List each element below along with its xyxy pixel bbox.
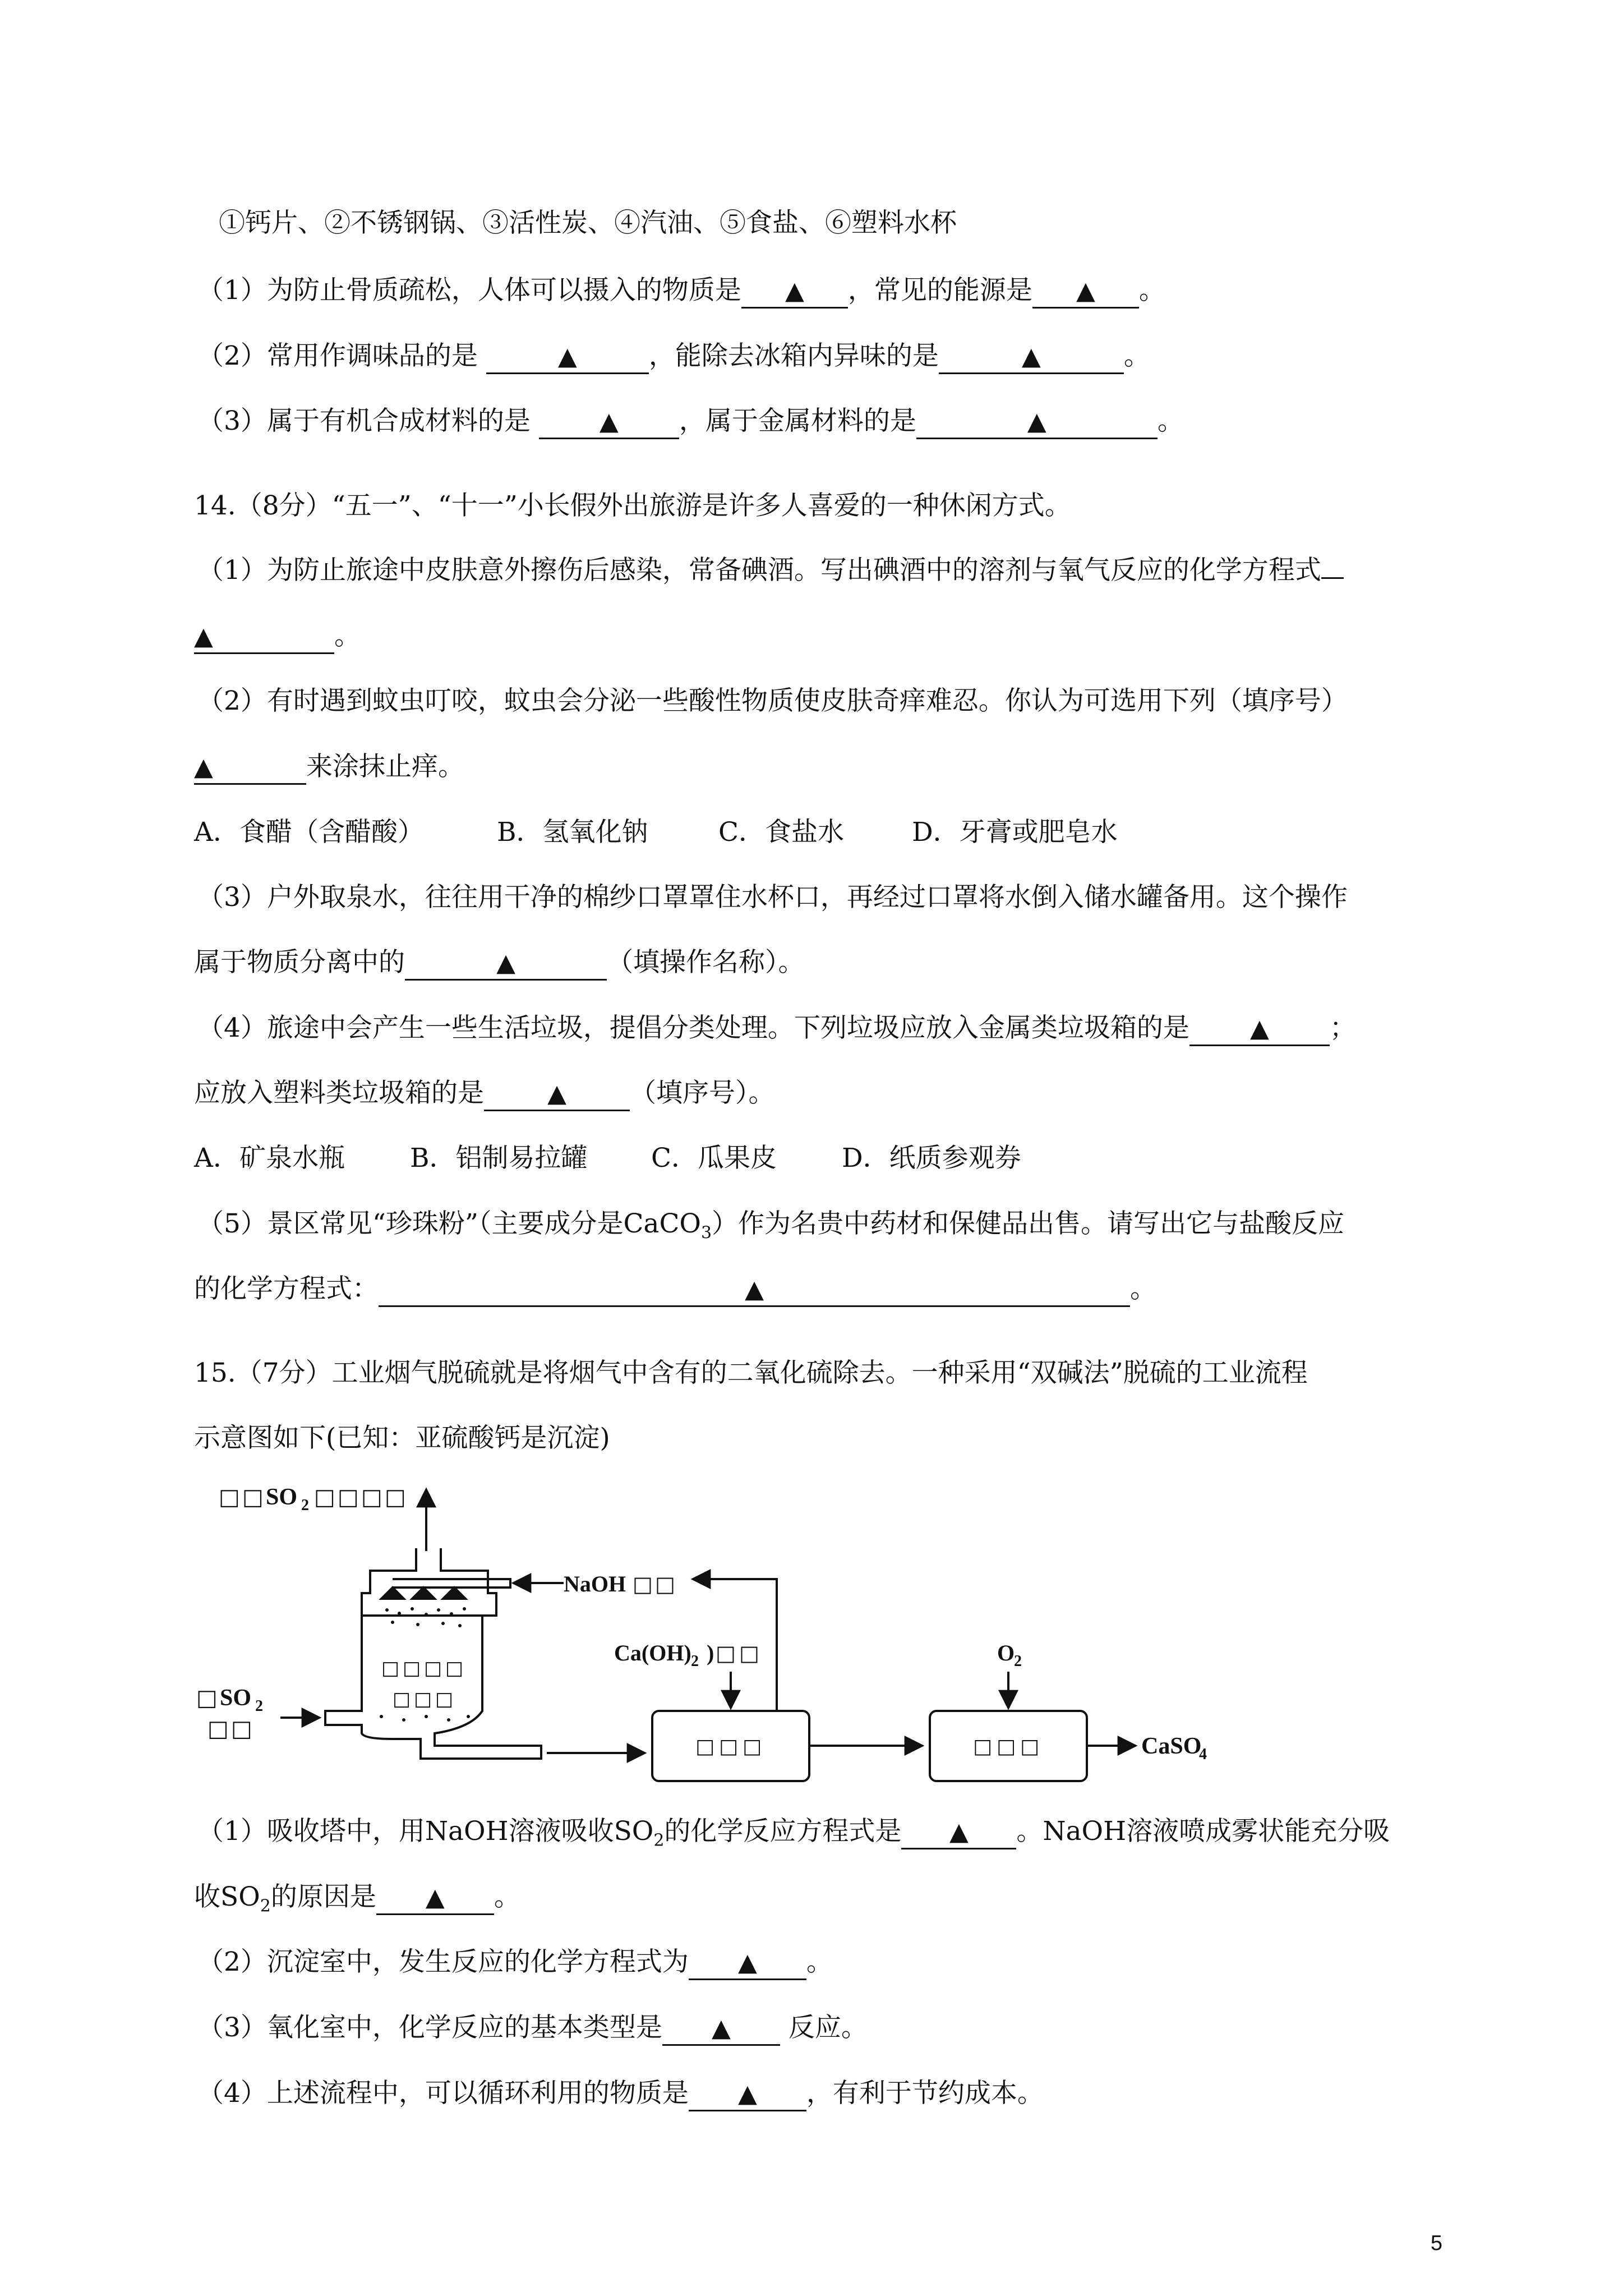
missing-glyph: □ (435, 1688, 454, 1710)
answer-blank[interactable] (376, 1881, 494, 1915)
triangle-mark-icon: ▲ (194, 622, 213, 651)
q15-part3: （3）氧化室中，化学反应的基本类型是 ▲ 反应。 (197, 2010, 868, 2046)
missing-glyph: □ (655, 1572, 675, 1596)
missing-glyph: □ (424, 1657, 442, 1680)
triangle-mark-icon: ▲ (737, 2079, 757, 2108)
q15-part2: （2）沉淀室中，发生反应的化学方程式为 ▲ 。 (197, 1944, 833, 1980)
triangle-mark-icon: ▲ (194, 753, 213, 781)
answer-blank[interactable] (662, 2012, 780, 2046)
triangle-mark-icon: ▲ (496, 949, 515, 977)
q14-part3-line2: 属于物质分离中的 ▲ （填操作名称）。 (194, 945, 805, 981)
caso4-sub: 4 (1199, 1746, 1207, 1763)
triangle-mark-icon: ▲ (1076, 277, 1095, 305)
q13-items: ①钙片、②不锈钢锅、③活性炭、④汽油、⑤食盐、⑥塑料水杯 (219, 208, 957, 238)
q13-part2: （2）常用作调味品的是 ▲ ，能除去冰箱内异味的是 ▲ 。 (197, 338, 1150, 374)
svg-text:): ) (707, 1640, 714, 1665)
caoh-label: Ca(OH) (614, 1640, 691, 1665)
caoh-sub: 2 (691, 1653, 699, 1670)
option-d: D．纸质参观券 (842, 1143, 1021, 1174)
q14-part5-line2: 的化学方程式： ▲ 。 (194, 1271, 1156, 1307)
q15-title: 15.（7分）工业烟气脱硫就是将烟气中含有的二氧化硫除去。一种采用“双碱法”脱硫的工业流程 (194, 1358, 1308, 1388)
option-b: B．氢氧化钠 (497, 817, 648, 848)
missing-glyph: □ (219, 1484, 240, 1510)
absorption-tower-body (325, 1616, 541, 1759)
triangle-mark-icon: ▲ (745, 1275, 764, 1304)
answer-blank[interactable] (901, 1816, 1016, 1849)
naoh-label: NaOH (564, 1571, 626, 1596)
missing-glyph: □ (743, 1735, 762, 1758)
q14-part1-line2: ▲ 。 (194, 618, 361, 654)
page-number: 5 (1430, 2231, 1442, 2255)
triangle-mark-icon: ▲ (949, 1818, 969, 1846)
so2-in-sub: 2 (255, 1697, 263, 1715)
missing-glyph: □ (231, 1716, 252, 1742)
answer-blank[interactable] (689, 2078, 806, 2111)
triangle-mark-icon: ▲ (1021, 342, 1041, 371)
option-a: A．食醋（含醋酸） (194, 817, 424, 848)
triangle-mark-icon: ▲ (785, 277, 804, 305)
top-out-so: SO (266, 1484, 298, 1510)
missing-glyph: □ (445, 1657, 464, 1680)
q13-part3: （3）属于有机合成材料的是 ▲ ，属于金属材料的是 ▲ 。 (197, 403, 1184, 439)
missing-glyph: □ (403, 1657, 421, 1680)
caso4-label: CaSO (1141, 1733, 1202, 1759)
missing-glyph: □ (719, 1735, 739, 1758)
q15-part1-line1: （1）吸收塔中，用NaOH溶液吸收$SO_2$的化学反应方程式是 ▲ 。NaOH溶液喷成雾状能充分吸 (197, 1816, 1390, 1851)
spray-nozzles (381, 1588, 465, 1599)
option-d: D．牙膏或肥皂水 (912, 817, 1118, 848)
missing-glyph: □ (633, 1572, 653, 1596)
missing-glyph: □ (196, 1685, 218, 1711)
q14-part3-line1: （3）户外取泉水，往往用干净的棉纱口罩罩住水杯口，再经过口罩将水倒入储水罐备用。这个操作 (197, 882, 1348, 913)
q15-part1-line2: 收$SO_2$的原因是 ▲ 。 (194, 1881, 520, 1916)
q14-part4-line1: （4）旅途中会产生一些生活垃圾，提倡分类处理。下列垃圾应放入金属类垃圾箱的是 ▲ ； (197, 1010, 1356, 1046)
option-a: A．矿泉水瓶 (194, 1143, 345, 1174)
top-out-sub: 2 (301, 1497, 309, 1514)
triangle-mark-icon: ▲ (557, 342, 577, 371)
missing-glyph: □ (385, 1484, 406, 1510)
triangle-mark-icon: ▲ (737, 1948, 757, 1977)
q13-part1: （1）为防止骨质疏松，人体可以摄入的物质是 ▲ ，常见的能源是 ▲ 。 (197, 273, 1165, 309)
answer-blank[interactable] (689, 1947, 806, 1980)
missing-glyph: □ (695, 1735, 715, 1758)
triangle-mark-icon: ▲ (599, 407, 619, 436)
q14-part2-line1: （2）有时遇到蚊虫叮咬，蚊虫会分泌一些酸性物质使皮肤奇痒难忍。你认为可选用下列（填序号） (197, 685, 1348, 716)
option-c: C．食盐水 (718, 817, 844, 848)
o2-label: O (997, 1640, 1015, 1665)
option-c: C．瓜果皮 (651, 1143, 777, 1174)
missing-glyph: □ (338, 1484, 359, 1510)
q14-title: 14.（8分）“五一”、“十一”小长假外出旅游是许多人喜爱的一种休闲方式。 (194, 490, 1071, 521)
missing-glyph: □ (381, 1657, 400, 1680)
missing-glyph: □ (393, 1688, 411, 1710)
missing-glyph: □ (208, 1716, 229, 1742)
triangle-mark-icon: ▲ (547, 1079, 566, 1108)
so2-in-label: SO (220, 1685, 252, 1711)
spray-pipe (393, 1579, 510, 1588)
missing-glyph: □ (716, 1641, 736, 1665)
q14-part1-line1: （1）为防止旅途中皮肤意外擦伤后感染，常备碘酒。写出碘酒中的溶剂与氧气反应的化学方程式 (197, 553, 1344, 588)
missing-glyph: □ (242, 1484, 264, 1510)
option-b: B．铝制易拉罐 (410, 1143, 588, 1174)
o2-sub: 2 (1014, 1653, 1022, 1670)
missing-glyph: □ (997, 1735, 1016, 1758)
missing-glyph: □ (361, 1484, 382, 1510)
missing-glyph: □ (314, 1484, 335, 1510)
q15-part4: （4）上述流程中，可以循环利用的物质是 ▲ ，有利于节约成本。 (197, 2076, 1044, 2111)
missing-glyph: □ (973, 1735, 993, 1758)
missing-glyph: □ (1020, 1735, 1040, 1758)
triangle-mark-icon: ▲ (1249, 1014, 1269, 1043)
q14-part5-line1: （5）景区常见“珍珠粉”（主要成分是CaCO$_3$）作为名贵中药材和保健品出售。请写出它与盐酸反应 (197, 1208, 1345, 1243)
missing-glyph: □ (414, 1688, 432, 1710)
missing-glyph: □ (739, 1641, 759, 1665)
triangle-mark-icon: ▲ (425, 1883, 445, 1912)
triangle-mark-icon: ▲ (1027, 407, 1046, 436)
q14-part2-line2: ▲ 来涂抹止痒。 (194, 749, 464, 785)
triangle-mark-icon: ▲ (711, 2014, 731, 2042)
q15-title-line2: 示意图如下(已知：亚硫酸钙是沉淀) (194, 1423, 610, 1453)
q14-part4-line2: 应放入塑料类垃圾箱的是 ▲ （填序号）。 (194, 1075, 775, 1111)
tower-top (362, 1548, 496, 1616)
